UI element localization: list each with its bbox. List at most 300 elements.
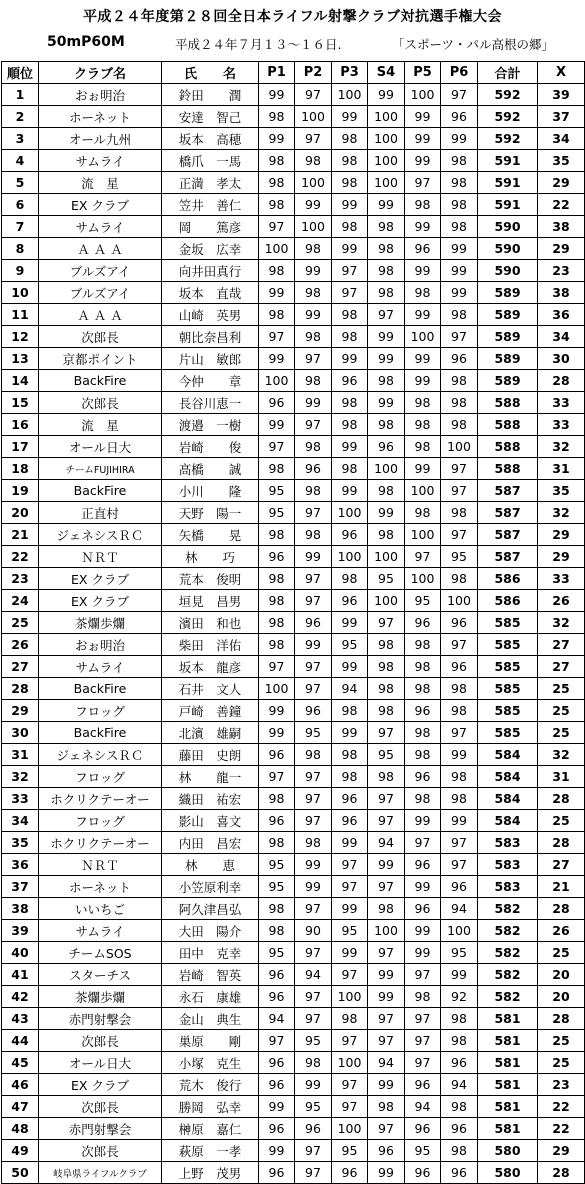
p5-score-cell: 98 bbox=[405, 436, 441, 458]
x-count-cell: 38 bbox=[538, 282, 585, 304]
p2-score-cell: 95 bbox=[295, 1096, 332, 1118]
club-cell: ブルズアイ bbox=[39, 282, 162, 304]
col-header-name: 氏 名 bbox=[162, 62, 259, 84]
p2-score-cell: 95 bbox=[295, 722, 332, 744]
shooter-name-cell: 永石 康雄 bbox=[162, 986, 259, 1008]
x-count-cell: 28 bbox=[538, 832, 585, 854]
p5-score-cell: 98 bbox=[405, 194, 441, 216]
table-row bbox=[2, 678, 585, 700]
table-row bbox=[2, 128, 585, 150]
col-header-rank: 順位 bbox=[2, 62, 39, 84]
x-count-cell: 35 bbox=[538, 480, 585, 502]
s4-score-cell: 100 bbox=[368, 546, 405, 568]
x-count-cell: 28 bbox=[538, 1162, 585, 1184]
p5-score-cell: 100 bbox=[405, 480, 441, 502]
table-row bbox=[2, 920, 585, 942]
s4-score-cell: 99 bbox=[368, 1162, 405, 1184]
p6-score-cell: 98 bbox=[441, 502, 478, 524]
p1-score-cell: 100 bbox=[259, 678, 295, 700]
table-row bbox=[2, 898, 585, 920]
p1-score-cell: 96 bbox=[259, 1052, 295, 1074]
s4-score-cell: 97 bbox=[368, 1008, 405, 1030]
p6-score-cell: 98 bbox=[441, 1030, 478, 1052]
p1-score-cell: 98 bbox=[259, 106, 295, 128]
total-cell: 587 bbox=[478, 502, 538, 524]
rank-cell: 18 bbox=[2, 458, 39, 480]
s4-score-cell: 100 bbox=[368, 590, 405, 612]
rank-cell: 29 bbox=[2, 700, 39, 722]
s4-score-cell: 99 bbox=[368, 1074, 405, 1096]
s4-score-cell: 98 bbox=[368, 524, 405, 546]
shooter-name-cell: 長谷川恵一 bbox=[162, 392, 259, 414]
results-table bbox=[1, 61, 585, 1184]
p6-score-cell: 96 bbox=[441, 1162, 478, 1184]
shooter-name-cell: 垣見 昌男 bbox=[162, 590, 259, 612]
p5-score-cell: 96 bbox=[405, 766, 441, 788]
p6-score-cell: 96 bbox=[441, 348, 478, 370]
p6-score-cell: 98 bbox=[441, 678, 478, 700]
p3-score-cell: 94 bbox=[332, 678, 368, 700]
shooter-name-cell: 天野 陽一 bbox=[162, 502, 259, 524]
p1-score-cell: 97 bbox=[259, 436, 295, 458]
p1-score-cell: 98 bbox=[259, 260, 295, 282]
club-cell: ブルズアイ bbox=[39, 260, 162, 282]
rank-cell: 31 bbox=[2, 744, 39, 766]
x-count-cell: 33 bbox=[538, 392, 585, 414]
x-count-cell: 28 bbox=[538, 370, 585, 392]
table-row bbox=[2, 876, 585, 898]
p1-score-cell: 95 bbox=[259, 876, 295, 898]
p2-score-cell: 98 bbox=[295, 1052, 332, 1074]
p2-score-cell: 97 bbox=[295, 590, 332, 612]
table-row bbox=[2, 216, 585, 238]
x-count-cell: 28 bbox=[538, 788, 585, 810]
shooter-name-cell: 阿久津昌弘 bbox=[162, 898, 259, 920]
p2-score-cell: 96 bbox=[295, 1118, 332, 1140]
x-count-cell: 32 bbox=[538, 612, 585, 634]
p5-score-cell: 97 bbox=[405, 1030, 441, 1052]
p5-score-cell: 97 bbox=[405, 1008, 441, 1030]
club-cell: 次郎長 bbox=[39, 1030, 162, 1052]
p3-score-cell: 98 bbox=[332, 326, 368, 348]
x-count-cell: 31 bbox=[538, 766, 585, 788]
rank-cell: 13 bbox=[2, 348, 39, 370]
col-header-p3: P3 bbox=[332, 62, 368, 84]
shooter-name-cell: 渡邉 一樹 bbox=[162, 414, 259, 436]
total-cell: 581 bbox=[478, 1052, 538, 1074]
table-row bbox=[2, 84, 585, 106]
p3-score-cell: 98 bbox=[332, 172, 368, 194]
p6-score-cell: 98 bbox=[441, 568, 478, 590]
total-cell: 582 bbox=[478, 920, 538, 942]
p2-score-cell: 97 bbox=[295, 788, 332, 810]
p3-score-cell: 99 bbox=[332, 942, 368, 964]
rank-cell: 8 bbox=[2, 238, 39, 260]
shooter-name-cell: 内田 昌宏 bbox=[162, 832, 259, 854]
x-count-cell: 25 bbox=[538, 1030, 585, 1052]
shooter-name-cell: 藤田 史朗 bbox=[162, 744, 259, 766]
table-row bbox=[2, 1052, 585, 1074]
total-cell: 584 bbox=[478, 788, 538, 810]
p6-score-cell: 97 bbox=[441, 326, 478, 348]
p6-score-cell: 98 bbox=[441, 766, 478, 788]
shooter-name-cell: 林 龍一 bbox=[162, 766, 259, 788]
club-cell: 正直村 bbox=[39, 502, 162, 524]
table-row bbox=[2, 590, 585, 612]
p6-score-cell: 98 bbox=[441, 150, 478, 172]
total-cell: 585 bbox=[478, 678, 538, 700]
total-cell: 583 bbox=[478, 854, 538, 876]
total-cell: 584 bbox=[478, 766, 538, 788]
p2-score-cell: 97 bbox=[295, 678, 332, 700]
rank-cell: 41 bbox=[2, 964, 39, 986]
club-cell: BackFire bbox=[39, 480, 162, 502]
club-cell: 岐阜県ライフルクラブ bbox=[39, 1162, 162, 1184]
p2-score-cell: 97 bbox=[295, 348, 332, 370]
club-cell: フロッグ bbox=[39, 810, 162, 832]
table-row bbox=[2, 304, 585, 326]
rank-cell: 14 bbox=[2, 370, 39, 392]
s4-score-cell: 100 bbox=[368, 106, 405, 128]
p2-score-cell: 97 bbox=[295, 810, 332, 832]
total-cell: 582 bbox=[478, 942, 538, 964]
p6-score-cell: 99 bbox=[441, 744, 478, 766]
p2-score-cell: 97 bbox=[295, 898, 332, 920]
rank-cell: 48 bbox=[2, 1118, 39, 1140]
p6-score-cell: 92 bbox=[441, 986, 478, 1008]
p6-score-cell: 98 bbox=[441, 700, 478, 722]
p1-score-cell: 98 bbox=[259, 788, 295, 810]
col-header-x: X bbox=[538, 62, 585, 84]
table-row bbox=[2, 326, 585, 348]
p3-score-cell: 99 bbox=[332, 722, 368, 744]
club-cell: ＮＲＴ bbox=[39, 546, 162, 568]
p5-score-cell: 98 bbox=[405, 502, 441, 524]
p2-score-cell: 96 bbox=[295, 612, 332, 634]
table-row bbox=[2, 634, 585, 656]
total-cell: 581 bbox=[478, 1074, 538, 1096]
p2-score-cell: 90 bbox=[295, 920, 332, 942]
p6-score-cell: 98 bbox=[441, 172, 478, 194]
p5-score-cell: 99 bbox=[405, 216, 441, 238]
total-cell: 585 bbox=[478, 612, 538, 634]
p6-score-cell: 99 bbox=[441, 282, 478, 304]
shooter-name-cell: 荒木 俊行 bbox=[162, 1074, 259, 1096]
total-cell: 585 bbox=[478, 656, 538, 678]
s4-score-cell: 98 bbox=[368, 700, 405, 722]
table-row bbox=[2, 854, 585, 876]
club-cell: いいちご bbox=[39, 898, 162, 920]
total-cell: 588 bbox=[478, 392, 538, 414]
x-count-cell: 30 bbox=[538, 348, 585, 370]
p6-score-cell: 98 bbox=[441, 370, 478, 392]
p5-score-cell: 100 bbox=[405, 326, 441, 348]
total-cell: 581 bbox=[478, 1118, 538, 1140]
p2-score-cell: 94 bbox=[295, 964, 332, 986]
table-row bbox=[2, 568, 585, 590]
p1-score-cell: 98 bbox=[259, 150, 295, 172]
table-row bbox=[2, 766, 585, 788]
rank-cell: 35 bbox=[2, 832, 39, 854]
x-count-cell: 29 bbox=[538, 172, 585, 194]
p5-score-cell: 96 bbox=[405, 700, 441, 722]
x-count-cell: 20 bbox=[538, 964, 585, 986]
s4-score-cell: 99 bbox=[368, 84, 405, 106]
s4-score-cell: 100 bbox=[368, 150, 405, 172]
p1-score-cell: 98 bbox=[259, 612, 295, 634]
shooter-name-cell: 戸崎 善鐘 bbox=[162, 700, 259, 722]
shooter-name-cell: 影山 喜文 bbox=[162, 810, 259, 832]
p6-score-cell: 98 bbox=[441, 392, 478, 414]
s4-score-cell: 94 bbox=[368, 1052, 405, 1074]
p3-score-cell: 96 bbox=[332, 370, 368, 392]
header-row bbox=[2, 62, 585, 84]
s4-score-cell: 98 bbox=[368, 216, 405, 238]
table-row bbox=[2, 1008, 585, 1030]
p5-score-cell: 97 bbox=[405, 1052, 441, 1074]
s4-score-cell: 97 bbox=[368, 612, 405, 634]
p5-score-cell: 98 bbox=[405, 678, 441, 700]
s4-score-cell: 98 bbox=[368, 898, 405, 920]
col-header-p5: P5 bbox=[405, 62, 441, 84]
p2-score-cell: 100 bbox=[295, 172, 332, 194]
table-row bbox=[2, 458, 585, 480]
p5-score-cell: 99 bbox=[405, 150, 441, 172]
p2-score-cell: 98 bbox=[295, 480, 332, 502]
p1-score-cell: 98 bbox=[259, 634, 295, 656]
p1-score-cell: 97 bbox=[259, 656, 295, 678]
p1-score-cell: 95 bbox=[259, 502, 295, 524]
rank-cell: 33 bbox=[2, 788, 39, 810]
rank-cell: 25 bbox=[2, 612, 39, 634]
s4-score-cell: 97 bbox=[368, 788, 405, 810]
p2-score-cell: 95 bbox=[295, 1030, 332, 1052]
shooter-name-cell: 坂本 高穂 bbox=[162, 128, 259, 150]
rank-cell: 22 bbox=[2, 546, 39, 568]
total-cell: 581 bbox=[478, 1008, 538, 1030]
p3-score-cell: 100 bbox=[332, 546, 368, 568]
club-cell: チームFUJIHIRA bbox=[39, 458, 162, 480]
p5-score-cell: 96 bbox=[405, 238, 441, 260]
club-cell: 流 星 bbox=[39, 172, 162, 194]
s4-score-cell: 99 bbox=[368, 986, 405, 1008]
total-cell: 586 bbox=[478, 590, 538, 612]
x-count-cell: 31 bbox=[538, 458, 585, 480]
p5-score-cell: 95 bbox=[405, 1140, 441, 1162]
s4-score-cell: 100 bbox=[368, 172, 405, 194]
p3-score-cell: 95 bbox=[332, 1140, 368, 1162]
total-cell: 580 bbox=[478, 1140, 538, 1162]
p3-score-cell: 98 bbox=[332, 700, 368, 722]
p5-score-cell: 96 bbox=[405, 854, 441, 876]
x-count-cell: 26 bbox=[538, 920, 585, 942]
p5-score-cell: 98 bbox=[405, 788, 441, 810]
p5-score-cell: 95 bbox=[405, 590, 441, 612]
p2-score-cell: 97 bbox=[295, 1140, 332, 1162]
total-cell: 592 bbox=[478, 128, 538, 150]
p5-score-cell: 99 bbox=[405, 106, 441, 128]
p2-score-cell: 98 bbox=[295, 524, 332, 546]
table-row bbox=[2, 612, 585, 634]
table-row bbox=[2, 546, 585, 568]
club-cell: 京都ポイント bbox=[39, 348, 162, 370]
table-row bbox=[2, 1118, 585, 1140]
shooter-name-cell: 林 巧 bbox=[162, 546, 259, 568]
x-count-cell: 36 bbox=[538, 304, 585, 326]
total-cell: 588 bbox=[478, 458, 538, 480]
p5-score-cell: 100 bbox=[405, 568, 441, 590]
s4-score-cell: 95 bbox=[368, 568, 405, 590]
p2-score-cell: 100 bbox=[295, 106, 332, 128]
p1-score-cell: 96 bbox=[259, 1162, 295, 1184]
shooter-name-cell: 林 恵 bbox=[162, 854, 259, 876]
p6-score-cell: 98 bbox=[441, 788, 478, 810]
p5-score-cell: 99 bbox=[405, 260, 441, 282]
rank-cell: 4 bbox=[2, 150, 39, 172]
club-cell: サムライ bbox=[39, 150, 162, 172]
p3-score-cell: 98 bbox=[332, 304, 368, 326]
p1-score-cell: 98 bbox=[259, 194, 295, 216]
p5-score-cell: 97 bbox=[405, 964, 441, 986]
total-cell: 583 bbox=[478, 832, 538, 854]
rank-cell: 36 bbox=[2, 854, 39, 876]
s4-score-cell: 98 bbox=[368, 766, 405, 788]
x-count-cell: 25 bbox=[538, 942, 585, 964]
event-info bbox=[0, 34, 585, 54]
p5-score-cell: 99 bbox=[405, 876, 441, 898]
p1-score-cell: 98 bbox=[259, 832, 295, 854]
p5-score-cell: 94 bbox=[405, 1096, 441, 1118]
s4-score-cell: 94 bbox=[368, 832, 405, 854]
s4-score-cell: 100 bbox=[368, 458, 405, 480]
total-cell: 582 bbox=[478, 964, 538, 986]
p5-score-cell: 99 bbox=[405, 458, 441, 480]
shooter-name-cell: 石井 文人 bbox=[162, 678, 259, 700]
club-cell: 次郎長 bbox=[39, 1140, 162, 1162]
p2-score-cell: 97 bbox=[295, 502, 332, 524]
shooter-name-cell: 正満 孝太 bbox=[162, 172, 259, 194]
p1-score-cell: 99 bbox=[259, 84, 295, 106]
p1-score-cell: 96 bbox=[259, 1118, 295, 1140]
total-cell: 587 bbox=[478, 546, 538, 568]
p2-score-cell: 97 bbox=[295, 414, 332, 436]
p3-score-cell: 98 bbox=[332, 216, 368, 238]
x-count-cell: 29 bbox=[538, 524, 585, 546]
p5-score-cell: 98 bbox=[405, 656, 441, 678]
shooter-name-cell: 柴田 洋佑 bbox=[162, 634, 259, 656]
p6-score-cell: 94 bbox=[441, 898, 478, 920]
table-row bbox=[2, 1074, 585, 1096]
p6-score-cell: 97 bbox=[441, 854, 478, 876]
p6-score-cell: 95 bbox=[441, 546, 478, 568]
p1-score-cell: 97 bbox=[259, 766, 295, 788]
rank-cell: 26 bbox=[2, 634, 39, 656]
p3-score-cell: 100 bbox=[332, 986, 368, 1008]
p3-score-cell: 97 bbox=[332, 282, 368, 304]
total-cell: 585 bbox=[478, 634, 538, 656]
table-row bbox=[2, 1030, 585, 1052]
p1-score-cell: 95 bbox=[259, 480, 295, 502]
x-count-cell: 23 bbox=[538, 260, 585, 282]
p6-score-cell: 99 bbox=[441, 260, 478, 282]
total-cell: 589 bbox=[478, 304, 538, 326]
s4-score-cell: 97 bbox=[368, 304, 405, 326]
shooter-name-cell: 小川 隆 bbox=[162, 480, 259, 502]
total-cell: 590 bbox=[478, 216, 538, 238]
p3-score-cell: 97 bbox=[332, 854, 368, 876]
p2-score-cell: 97 bbox=[295, 766, 332, 788]
rank-cell: 3 bbox=[2, 128, 39, 150]
p3-score-cell: 100 bbox=[332, 1118, 368, 1140]
club-cell: ホクリクテーオー bbox=[39, 832, 162, 854]
rank-cell: 2 bbox=[2, 106, 39, 128]
rank-cell: 32 bbox=[2, 766, 39, 788]
table-row bbox=[2, 986, 585, 1008]
x-count-cell: 21 bbox=[538, 876, 585, 898]
club-cell: サムライ bbox=[39, 920, 162, 942]
p3-score-cell: 99 bbox=[332, 480, 368, 502]
rank-cell: 38 bbox=[2, 898, 39, 920]
table-row bbox=[2, 480, 585, 502]
club-cell: EX クラブ bbox=[39, 1074, 162, 1096]
club-cell: おぉ明治 bbox=[39, 84, 162, 106]
total-cell: 591 bbox=[478, 172, 538, 194]
p2-score-cell: 99 bbox=[295, 876, 332, 898]
s4-score-cell: 98 bbox=[368, 634, 405, 656]
p5-score-cell: 99 bbox=[405, 810, 441, 832]
p6-score-cell: 100 bbox=[441, 590, 478, 612]
s4-score-cell: 99 bbox=[368, 854, 405, 876]
p1-score-cell: 99 bbox=[259, 1096, 295, 1118]
club-cell: 茶爛歩爛 bbox=[39, 612, 162, 634]
p2-score-cell: 97 bbox=[295, 128, 332, 150]
table-row bbox=[2, 744, 585, 766]
p2-score-cell: 98 bbox=[295, 326, 332, 348]
p2-score-cell: 99 bbox=[295, 546, 332, 568]
p6-score-cell: 97 bbox=[441, 832, 478, 854]
shooter-name-cell: 榊原 嘉仁 bbox=[162, 1118, 259, 1140]
rank-cell: 43 bbox=[2, 1008, 39, 1030]
p3-score-cell: 98 bbox=[332, 744, 368, 766]
table-row bbox=[2, 282, 585, 304]
rank-cell: 5 bbox=[2, 172, 39, 194]
total-cell: 588 bbox=[478, 436, 538, 458]
rank-cell: 12 bbox=[2, 326, 39, 348]
shooter-name-cell: 山崎 英男 bbox=[162, 304, 259, 326]
p6-score-cell: 98 bbox=[441, 1096, 478, 1118]
shooter-name-cell: 片山 敏郎 bbox=[162, 348, 259, 370]
p6-score-cell: 99 bbox=[441, 128, 478, 150]
x-count-cell: 32 bbox=[538, 436, 585, 458]
s4-score-cell: 97 bbox=[368, 942, 405, 964]
s4-score-cell: 96 bbox=[368, 1140, 405, 1162]
p2-score-cell: 99 bbox=[295, 854, 332, 876]
table-row bbox=[2, 656, 585, 678]
p2-score-cell: 99 bbox=[295, 392, 332, 414]
club-cell: ＮＲＴ bbox=[39, 854, 162, 876]
shooter-name-cell: 向井田真行 bbox=[162, 260, 259, 282]
rank-cell: 37 bbox=[2, 876, 39, 898]
s4-score-cell: 95 bbox=[368, 744, 405, 766]
club-cell: チームSOS bbox=[39, 942, 162, 964]
shooter-name-cell: 織田 祐宏 bbox=[162, 788, 259, 810]
x-count-cell: 33 bbox=[538, 414, 585, 436]
club-cell: フロッグ bbox=[39, 700, 162, 722]
p2-score-cell: 98 bbox=[295, 370, 332, 392]
p3-score-cell: 99 bbox=[332, 656, 368, 678]
event-dates: 平成２４年７月１３～１６日. bbox=[175, 37, 342, 52]
shooter-name-cell: 鈴田 潤 bbox=[162, 84, 259, 106]
